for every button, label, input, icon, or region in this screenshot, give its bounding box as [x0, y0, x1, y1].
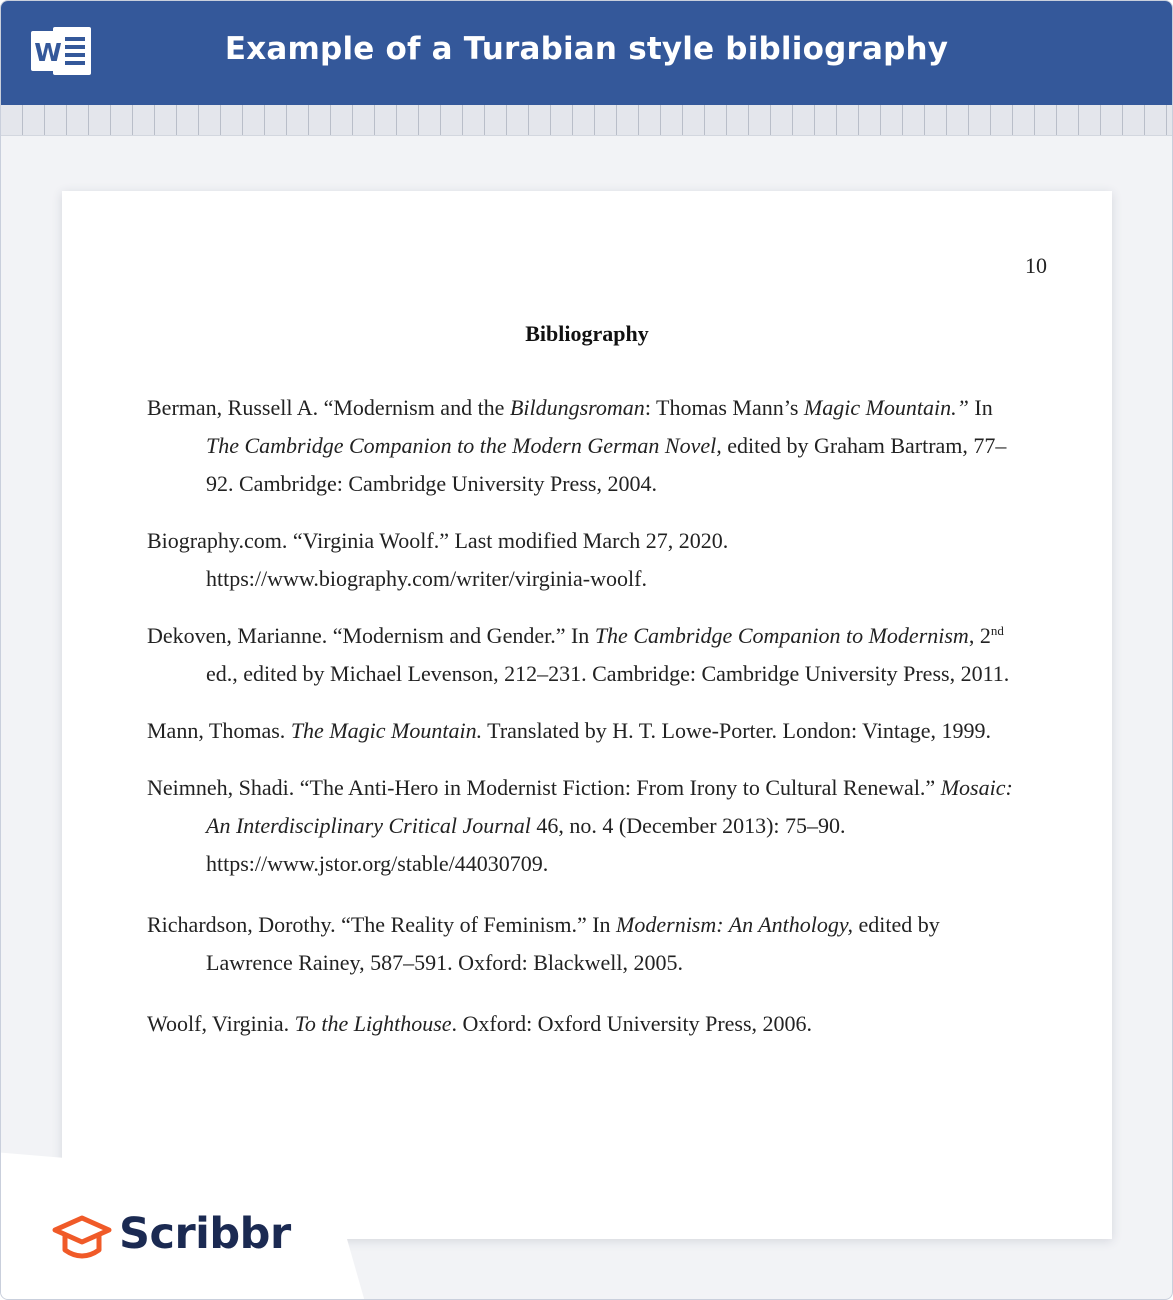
entry-text: ed., edited by Michael Levenson, 212–231. Cambridge: Cambridge University Press, 2011.	[206, 661, 1010, 686]
entry-text: Woolf, Virginia.	[147, 1011, 295, 1036]
document-page	[62, 191, 1112, 1239]
entry-italic-text: The Magic Mountain.	[290, 718, 483, 743]
bibliography-entry	[147, 389, 1027, 503]
entry-text: Richardson, Dorothy. “The Reality of Feminism.” In	[147, 912, 617, 937]
entry-text: edited by Graham Bartram, 77–92. Cambridge: Cambridge University Press, 2004.	[206, 433, 1007, 496]
entry-text: : Thomas Mann’s	[644, 395, 804, 420]
entry-text: edited by Lawrence Rainey, 587–591. Oxford: Blackwell, 2005.	[206, 912, 940, 975]
entry-text: . Oxford: Oxford University Press, 2006.	[451, 1011, 813, 1036]
entry-superscript: nd	[990, 623, 1004, 638]
bibliography-heading: Bibliography	[525, 321, 649, 346]
entry-italic-text: The Cambridge Companion to the Modern German Novel,	[206, 433, 722, 458]
entry-italic-text: Magic Mountain.”	[803, 395, 969, 420]
ruler	[1, 105, 1172, 136]
graduation-cap-icon	[51, 1214, 113, 1264]
entry-italic-text: The Cambridge Companion to Modernism	[594, 623, 969, 648]
entry-text: , 2	[968, 623, 991, 648]
header-bar	[1, 1, 1172, 105]
entry-italic-text: Modernism: An Anthology,	[616, 912, 853, 937]
bibliography-entry	[147, 522, 1027, 598]
entry-text: Mann, Thomas.	[147, 718, 291, 743]
entry-text: In	[968, 395, 993, 420]
bibliography-entry	[147, 712, 1027, 750]
entry-italic-text: Mosaic: An Interdisciplinary Critical Journal	[206, 775, 1013, 838]
brand-name: Scribbr	[119, 1209, 291, 1259]
word-icon-letter: W	[34, 38, 62, 67]
entry-text: Dekoven, Marianne. “Modernism and Gender.” In	[147, 623, 595, 648]
bibliography-entry	[147, 1005, 1027, 1043]
bibliography-list	[147, 389, 1027, 1062]
bibliography-entry	[147, 617, 1027, 693]
entry-text: 46, no. 4 (December 2013): 75–90. https://www.jstor.org/stable/44030709.	[206, 813, 846, 876]
bibliography-entry	[147, 906, 1027, 982]
entry-text: Biography.com. “Virginia Woolf.” Last modified March 27, 2020. https://www.biography.com/writer/virginia-woolf.	[147, 528, 729, 591]
entry-text: Berman, Russell A. “Modernism and the	[147, 395, 510, 420]
entry-italic-text: To the Lighthouse	[294, 1011, 452, 1036]
entry-text: Neimneh, Shadi. “The Anti-Hero in Modernist Fiction: From Irony to Cultural Renewal.”	[147, 775, 941, 800]
bibliography-entry	[147, 769, 1027, 883]
infographic-title: Example of a Turabian style bibliography	[224, 31, 949, 67]
entry-text: Translated by H. T. Lowe-Porter. London: Vintage, 1999.	[482, 718, 991, 743]
page-number: 10	[1025, 253, 1047, 278]
entry-italic-text: Bildungsroman	[509, 395, 645, 420]
